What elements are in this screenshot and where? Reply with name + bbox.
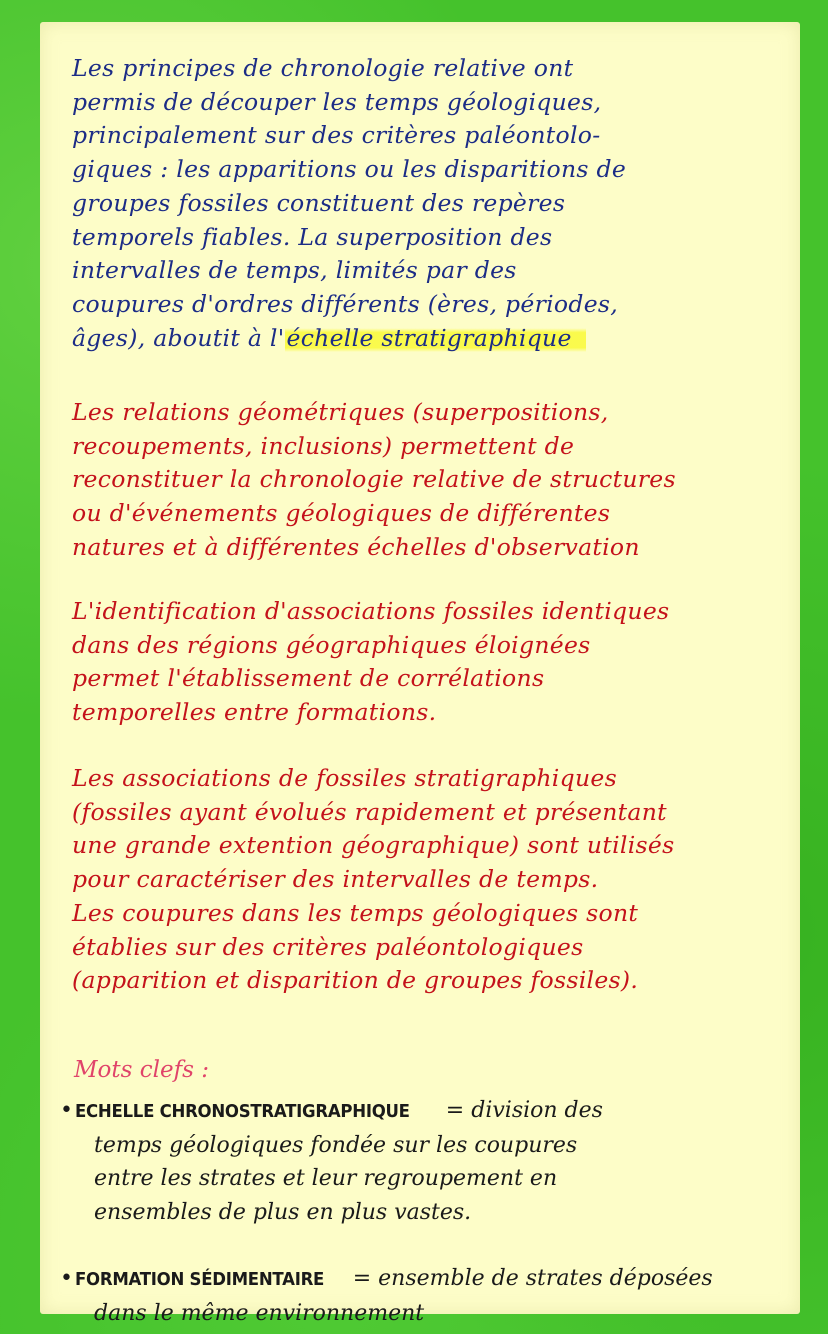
text-line: pour caractériser des intervalles de temps. (72, 865, 599, 894)
text-line: giques : les apparitions ou les disparitions de (72, 155, 627, 184)
text-line: dans des régions géographiques éloignées (72, 630, 591, 659)
text-fragment: âges), aboutit à l' (72, 323, 285, 352)
keyword-separator: = (438, 1098, 472, 1123)
keywords-heading: Mots clefs : (74, 1057, 209, 1083)
keyword-definition-start: division des (471, 1098, 603, 1123)
text-line: intervalles de temps, limités par des (72, 256, 517, 285)
keyword-first-line (60, 1262, 713, 1297)
definition-line: entre les strates et leur regroupement en (94, 1166, 558, 1191)
text-line: permis de découper les temps géologiques, (72, 87, 602, 116)
text-line: Les coupures dans les temps géologiques sont (72, 898, 639, 927)
text-line: natures et à différentes échelles d'observation (72, 532, 640, 561)
text-line: temporelles entre formations. (72, 698, 437, 727)
bullet-icon: • (60, 1098, 73, 1123)
text-line: L'identification d'associations fossiles identiques (72, 597, 670, 625)
text-line: une grande extention géographique) sont utilisés (72, 831, 675, 860)
text-line-with-highlight (72, 322, 626, 356)
text-line: établies sur des critères paléontologiques (72, 932, 584, 961)
keyword-separator: = (345, 1266, 379, 1291)
text-line: Les associations de fossiles stratigraphiques (72, 764, 617, 792)
text-line: permet l'établissement de corrélations (72, 664, 545, 693)
text-line: Les principes de chronologie relative ont (72, 54, 574, 82)
bullet-icon: • (60, 1266, 73, 1291)
definition-line: temps géologiques fondée sur les coupures (94, 1132, 578, 1158)
text-line: reconstituer la chronologie relative de structures (72, 465, 676, 494)
keyword-definition (60, 1094, 603, 1229)
text-line: ou d'événements géologiques de différentes (72, 499, 611, 528)
text-line: (apparition et disparition de groupes fossiles). (72, 966, 639, 995)
highlighted-term: échelle stratigraphique (285, 324, 586, 352)
definition-line: dans le même environnement (94, 1300, 425, 1326)
keyword-definition (60, 1262, 713, 1330)
paragraph-stratigraphic-fossils (72, 762, 674, 998)
text-line: recoupements, inclusions) permettent de (72, 431, 575, 460)
paragraph-chronology-principles (72, 52, 626, 355)
keyword-term: FORMATION SÉDIMENTAIRE (74, 1269, 325, 1290)
text-line: principalement sur des critères paléontolo- (72, 121, 601, 150)
text-line: Les relations géométriques (superpositions, (72, 398, 609, 426)
keyword-definition-start: ensemble de strates déposées (378, 1266, 713, 1291)
text-line: temporels fiables. La superposition des (72, 222, 553, 251)
text-line: (fossiles ayant évolués rapidement et présentant (72, 797, 667, 826)
paragraph-fossil-associations (72, 595, 669, 730)
paragraph-geometric-relations (72, 396, 676, 565)
keyword-term: ECHELLE CHRONOSTRATIGRAPHIQUE (74, 1101, 410, 1122)
text-line: coupures d'ordres différents (ères, périodes, (72, 289, 619, 318)
keyword-first-line (60, 1094, 603, 1129)
text-line: groupes fossiles constituent des repères (72, 188, 566, 217)
definition-line: ensembles de plus en plus vastes. (94, 1199, 472, 1225)
